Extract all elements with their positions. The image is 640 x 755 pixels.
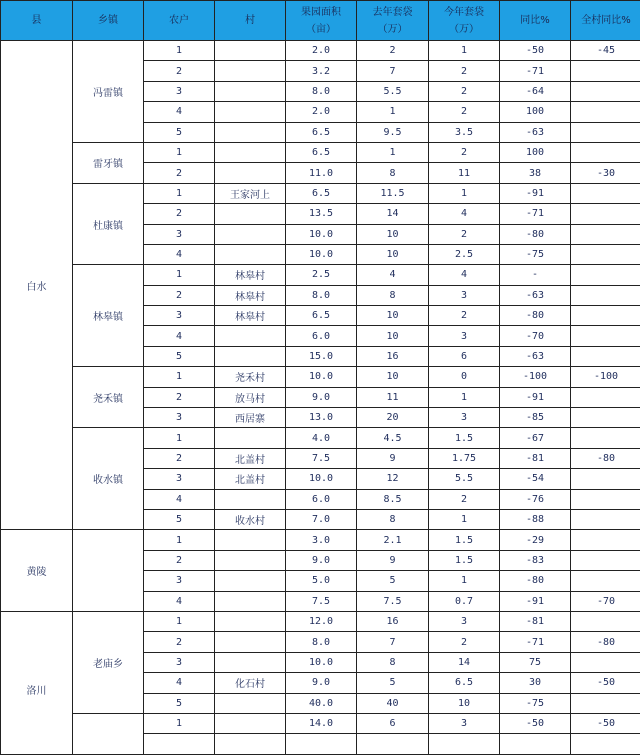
table-body xyxy=(1,41,640,755)
cell-village-yoy-percent: -50 xyxy=(571,673,640,693)
table-row xyxy=(1,530,640,550)
cell-farmer: 3 xyxy=(144,81,215,101)
cell-this-year-bags: 14 xyxy=(429,652,500,672)
cell-farmer: 1 xyxy=(144,530,215,550)
cell-last-year-bags: 8 xyxy=(357,285,429,305)
cell-farmer: 4 xyxy=(144,326,215,346)
cell-village-yoy-percent: -80 xyxy=(571,632,640,652)
cell-farmer: 5 xyxy=(144,346,215,366)
cell-this-year-bags: 3.5 xyxy=(429,122,500,142)
cell-village: 化石村 xyxy=(215,673,286,693)
cell-village: 北盖村 xyxy=(215,448,286,468)
cell-last-year-bags: 11 xyxy=(357,387,429,407)
town-cell: 雷牙镇 xyxy=(73,142,144,183)
cell-yoy-percent: -76 xyxy=(500,489,571,509)
cell-last-year-bags: 4.5 xyxy=(357,428,429,448)
cell-farmer: 2 xyxy=(144,550,215,570)
cell-village-yoy-percent xyxy=(571,652,640,672)
cell-orchard-area: 3.0 xyxy=(286,530,357,550)
cell-village xyxy=(215,652,286,672)
cell-orchard-area: 10.0 xyxy=(286,652,357,672)
cell-farmer: 4 xyxy=(144,102,215,122)
cell-village: 尧禾村 xyxy=(215,367,286,387)
cell-village: 西居寨 xyxy=(215,408,286,428)
cell-village-yoy-percent: -30 xyxy=(571,163,640,183)
cell-last-year-bags xyxy=(357,734,429,754)
cell-village xyxy=(215,693,286,713)
cell-village-yoy-percent: -50 xyxy=(571,713,640,733)
cell-this-year-bags: 2.5 xyxy=(429,244,500,264)
town-cell: 老庙乡 xyxy=(73,611,144,713)
cell-farmer: 2 xyxy=(144,448,215,468)
cell-farmer: 3 xyxy=(144,652,215,672)
cell-last-year-bags: 2 xyxy=(357,41,429,61)
cell-this-year-bags: 2 xyxy=(429,306,500,326)
cell-orchard-area: 15.0 xyxy=(286,346,357,366)
cell-village-yoy-percent: -80 xyxy=(571,448,640,468)
cell-farmer: 2 xyxy=(144,632,215,652)
cell-village-yoy-percent xyxy=(571,387,640,407)
cell-last-year-bags: 10 xyxy=(357,306,429,326)
county-cell: 洛川 xyxy=(1,611,73,754)
header-orchard-area: 果园面积 （亩） xyxy=(286,1,357,41)
cell-orchard-area: 2.0 xyxy=(286,102,357,122)
cell-this-year-bags: 3 xyxy=(429,611,500,631)
cell-village-yoy-percent xyxy=(571,61,640,81)
cell-village-yoy-percent xyxy=(571,326,640,346)
cell-yoy-percent: -91 xyxy=(500,183,571,203)
cell-orchard-area: 10.0 xyxy=(286,224,357,244)
cell-orchard-area: 6.5 xyxy=(286,122,357,142)
cell-last-year-bags: 1 xyxy=(357,102,429,122)
cell-orchard-area: 6.0 xyxy=(286,489,357,509)
cell-this-year-bags: 1 xyxy=(429,571,500,591)
cell-yoy-percent xyxy=(500,734,571,754)
table-row xyxy=(1,367,640,387)
cell-yoy-percent: -50 xyxy=(500,713,571,733)
cell-yoy-percent: -64 xyxy=(500,81,571,101)
cell-village xyxy=(215,41,286,61)
cell-last-year-bags: 10 xyxy=(357,224,429,244)
cell-farmer: 3 xyxy=(144,571,215,591)
cell-orchard-area: 7.0 xyxy=(286,509,357,529)
cell-last-year-bags: 5 xyxy=(357,673,429,693)
cell-village-yoy-percent: -70 xyxy=(571,591,640,611)
cell-this-year-bags: 3 xyxy=(429,713,500,733)
cell-village-yoy-percent xyxy=(571,81,640,101)
cell-this-year-bags: 1.5 xyxy=(429,530,500,550)
cell-yoy-percent: -70 xyxy=(500,326,571,346)
cell-yoy-percent: -54 xyxy=(500,469,571,489)
cell-farmer: 3 xyxy=(144,224,215,244)
cell-this-year-bags: 3 xyxy=(429,326,500,346)
cell-village xyxy=(215,346,286,366)
cell-last-year-bags: 12 xyxy=(357,469,429,489)
header-row xyxy=(1,1,640,41)
cell-this-year-bags: 4 xyxy=(429,265,500,285)
cell-yoy-percent: 100 xyxy=(500,102,571,122)
cell-farmer: 4 xyxy=(144,673,215,693)
cell-farmer: 1 xyxy=(144,367,215,387)
cell-village xyxy=(215,81,286,101)
cell-last-year-bags: 8 xyxy=(357,509,429,529)
cell-village-yoy-percent xyxy=(571,428,640,448)
cell-village xyxy=(215,489,286,509)
cell-farmer xyxy=(144,734,215,754)
cell-yoy-percent: -50 xyxy=(500,41,571,61)
table-row xyxy=(1,611,640,631)
cell-yoy-percent: -71 xyxy=(500,632,571,652)
cell-last-year-bags: 8 xyxy=(357,163,429,183)
cell-farmer: 4 xyxy=(144,489,215,509)
cell-village: 王家河上 xyxy=(215,183,286,203)
cell-farmer: 1 xyxy=(144,183,215,203)
cell-village-yoy-percent xyxy=(571,408,640,428)
cell-last-year-bags: 11.5 xyxy=(357,183,429,203)
cell-village xyxy=(215,244,286,264)
cell-this-year-bags: 2 xyxy=(429,81,500,101)
cell-village-yoy-percent xyxy=(571,142,640,162)
cell-yoy-percent: -80 xyxy=(500,224,571,244)
table-row xyxy=(1,41,640,61)
cell-village xyxy=(215,102,286,122)
cell-yoy-percent: 75 xyxy=(500,652,571,672)
cell-last-year-bags: 16 xyxy=(357,346,429,366)
cell-orchard-area: 8.0 xyxy=(286,81,357,101)
cell-village: 收水村 xyxy=(215,509,286,529)
town-cell: 收水镇 xyxy=(73,428,144,530)
cell-village-yoy-percent xyxy=(571,693,640,713)
cell-orchard-area: 14.0 xyxy=(286,713,357,733)
cell-yoy-percent: -29 xyxy=(500,530,571,550)
cell-yoy-percent: -100 xyxy=(500,367,571,387)
cell-this-year-bags: 6 xyxy=(429,346,500,366)
cell-yoy-percent: 38 xyxy=(500,163,571,183)
cell-village-yoy-percent xyxy=(571,611,640,631)
cell-orchard-area: 5.0 xyxy=(286,571,357,591)
cell-last-year-bags: 5.5 xyxy=(357,81,429,101)
cell-yoy-percent: -80 xyxy=(500,306,571,326)
cell-last-year-bags: 14 xyxy=(357,204,429,224)
cell-orchard-area: 7.5 xyxy=(286,591,357,611)
cell-last-year-bags: 4 xyxy=(357,265,429,285)
cell-yoy-percent: -67 xyxy=(500,428,571,448)
header-this-year-bags: 今年套袋 （万） xyxy=(429,1,500,41)
cell-this-year-bags: 6.5 xyxy=(429,673,500,693)
cell-farmer: 4 xyxy=(144,591,215,611)
cell-village-yoy-percent xyxy=(571,734,640,754)
cell-orchard-area: 2.5 xyxy=(286,265,357,285)
cell-village-yoy-percent xyxy=(571,244,640,264)
cell-orchard-area: 13.5 xyxy=(286,204,357,224)
cell-village: 放马村 xyxy=(215,387,286,407)
cell-orchard-area: 6.5 xyxy=(286,142,357,162)
cell-orchard-area: 9.0 xyxy=(286,387,357,407)
cell-village xyxy=(215,204,286,224)
cell-village-yoy-percent xyxy=(571,571,640,591)
town-cell xyxy=(73,713,144,754)
cell-village-yoy-percent xyxy=(571,265,640,285)
cell-yoy-percent: -75 xyxy=(500,693,571,713)
table-row xyxy=(1,265,640,285)
header-county: 县 xyxy=(1,1,73,41)
cell-yoy-percent: -71 xyxy=(500,204,571,224)
cell-yoy-percent: -63 xyxy=(500,346,571,366)
cell-farmer: 1 xyxy=(144,713,215,733)
cell-orchard-area: 12.0 xyxy=(286,611,357,631)
cell-this-year-bags: 0.7 xyxy=(429,591,500,611)
cell-farmer: 1 xyxy=(144,41,215,61)
town-cell xyxy=(73,530,144,612)
cell-farmer: 5 xyxy=(144,509,215,529)
cell-village: 北盖村 xyxy=(215,469,286,489)
cell-last-year-bags: 6 xyxy=(357,713,429,733)
cell-last-year-bags: 7.5 xyxy=(357,591,429,611)
cell-orchard-area: 10.0 xyxy=(286,367,357,387)
cell-village-yoy-percent xyxy=(571,204,640,224)
cell-village-yoy-percent xyxy=(571,346,640,366)
cell-last-year-bags: 10 xyxy=(357,367,429,387)
cell-orchard-area: 13.0 xyxy=(286,408,357,428)
cell-last-year-bags: 1 xyxy=(357,142,429,162)
cell-last-year-bags: 8 xyxy=(357,652,429,672)
cell-village xyxy=(215,61,286,81)
cell-orchard-area: 6.5 xyxy=(286,183,357,203)
cell-village-yoy-percent xyxy=(571,550,640,570)
cell-farmer: 1 xyxy=(144,611,215,631)
cell-this-year-bags: 1 xyxy=(429,387,500,407)
cell-yoy-percent: -88 xyxy=(500,509,571,529)
cell-village-yoy-percent xyxy=(571,183,640,203)
cell-village xyxy=(215,550,286,570)
header-yoy-percent: 同比% xyxy=(500,1,571,41)
cell-orchard-area: 7.5 xyxy=(286,448,357,468)
cell-orchard-area: 11.0 xyxy=(286,163,357,183)
cell-this-year-bags: 2 xyxy=(429,632,500,652)
cell-yoy-percent: -81 xyxy=(500,448,571,468)
header-town: 乡镇 xyxy=(73,1,144,41)
cell-village xyxy=(215,142,286,162)
cell-village xyxy=(215,713,286,733)
cell-yoy-percent: -83 xyxy=(500,550,571,570)
cell-last-year-bags: 20 xyxy=(357,408,429,428)
cell-yoy-percent: -71 xyxy=(500,61,571,81)
header-farmer: 农户 xyxy=(144,1,215,41)
cell-farmer: 5 xyxy=(144,122,215,142)
cell-village xyxy=(215,326,286,346)
cell-orchard-area: 3.2 xyxy=(286,61,357,81)
cell-last-year-bags: 7 xyxy=(357,61,429,81)
cell-village xyxy=(215,734,286,754)
table-row xyxy=(1,428,640,448)
cell-farmer: 4 xyxy=(144,244,215,264)
cell-last-year-bags: 9.5 xyxy=(357,122,429,142)
cell-village-yoy-percent xyxy=(571,530,640,550)
cell-orchard-area: 6.5 xyxy=(286,306,357,326)
cell-village xyxy=(215,591,286,611)
cell-yoy-percent: 30 xyxy=(500,673,571,693)
cell-this-year-bags: 1.5 xyxy=(429,428,500,448)
cell-last-year-bags: 10 xyxy=(357,244,429,264)
cell-orchard-area: 8.0 xyxy=(286,285,357,305)
county-cell: 黄陵 xyxy=(1,530,73,612)
cell-village: 林皋村 xyxy=(215,306,286,326)
cell-yoy-percent: -75 xyxy=(500,244,571,264)
cell-this-year-bags: 3 xyxy=(429,408,500,428)
cell-this-year-bags: 4 xyxy=(429,204,500,224)
cell-this-year-bags: 2 xyxy=(429,102,500,122)
cell-village-yoy-percent xyxy=(571,489,640,509)
town-cell: 林皋镇 xyxy=(73,265,144,367)
cell-last-year-bags: 10 xyxy=(357,326,429,346)
cell-village-yoy-percent xyxy=(571,285,640,305)
cell-this-year-bags xyxy=(429,734,500,754)
cell-this-year-bags: 2 xyxy=(429,61,500,81)
cell-orchard-area: 8.0 xyxy=(286,632,357,652)
cell-this-year-bags: 2 xyxy=(429,489,500,509)
cell-village-yoy-percent: -45 xyxy=(571,41,640,61)
cell-this-year-bags: 2 xyxy=(429,142,500,162)
county-cell: 白水 xyxy=(1,41,73,530)
cell-orchard-area: 4.0 xyxy=(286,428,357,448)
cell-orchard-area xyxy=(286,734,357,754)
cell-this-year-bags: 0 xyxy=(429,367,500,387)
cell-orchard-area: 10.0 xyxy=(286,469,357,489)
cell-village-yoy-percent xyxy=(571,509,640,529)
cell-last-year-bags: 9 xyxy=(357,550,429,570)
cell-farmer: 1 xyxy=(144,265,215,285)
cell-village: 林皋村 xyxy=(215,285,286,305)
cell-village xyxy=(215,571,286,591)
cell-last-year-bags: 16 xyxy=(357,611,429,631)
cell-farmer: 1 xyxy=(144,428,215,448)
cell-yoy-percent: -85 xyxy=(500,408,571,428)
table-row xyxy=(1,142,640,162)
cell-this-year-bags: 11 xyxy=(429,163,500,183)
cell-farmer: 5 xyxy=(144,693,215,713)
cell-yoy-percent: -91 xyxy=(500,387,571,407)
cell-farmer: 3 xyxy=(144,306,215,326)
cell-this-year-bags: 1.75 xyxy=(429,448,500,468)
cell-last-year-bags: 7 xyxy=(357,632,429,652)
cell-last-year-bags: 9 xyxy=(357,448,429,468)
cell-farmer: 2 xyxy=(144,285,215,305)
town-cell: 冯雷镇 xyxy=(73,41,144,143)
cell-village xyxy=(215,632,286,652)
header-village-yoy-percent: 全村同比% xyxy=(571,1,640,41)
cell-village-yoy-percent xyxy=(571,224,640,244)
cell-orchard-area: 9.0 xyxy=(286,550,357,570)
cell-village-yoy-percent: -100 xyxy=(571,367,640,387)
cell-this-year-bags: 1.5 xyxy=(429,550,500,570)
cell-this-year-bags: 2 xyxy=(429,224,500,244)
header-last-year-bags: 去年套袋 （万） xyxy=(357,1,429,41)
cell-farmer: 1 xyxy=(144,142,215,162)
cell-farmer: 2 xyxy=(144,163,215,183)
cell-last-year-bags: 2.1 xyxy=(357,530,429,550)
cell-yoy-percent: -91 xyxy=(500,591,571,611)
cell-farmer: 3 xyxy=(144,408,215,428)
cell-this-year-bags: 3 xyxy=(429,285,500,305)
table-row xyxy=(1,183,640,203)
cell-this-year-bags: 10 xyxy=(429,693,500,713)
cell-farmer: 2 xyxy=(144,387,215,407)
cell-last-year-bags: 5 xyxy=(357,571,429,591)
cell-village xyxy=(215,163,286,183)
cell-yoy-percent: -63 xyxy=(500,122,571,142)
cell-village xyxy=(215,530,286,550)
cell-village-yoy-percent xyxy=(571,306,640,326)
cell-this-year-bags: 1 xyxy=(429,509,500,529)
cell-village-yoy-percent xyxy=(571,102,640,122)
cell-orchard-area: 2.0 xyxy=(286,41,357,61)
cell-village xyxy=(215,224,286,244)
cell-yoy-percent: -81 xyxy=(500,611,571,631)
cell-yoy-percent: -63 xyxy=(500,285,571,305)
cell-last-year-bags: 8.5 xyxy=(357,489,429,509)
cell-yoy-percent: - xyxy=(500,265,571,285)
cell-village xyxy=(215,428,286,448)
cell-village-yoy-percent xyxy=(571,122,640,142)
cell-village-yoy-percent xyxy=(571,469,640,489)
cell-farmer: 2 xyxy=(144,204,215,224)
cell-village: 林皋村 xyxy=(215,265,286,285)
cell-orchard-area: 10.0 xyxy=(286,244,357,264)
cell-yoy-percent: -80 xyxy=(500,571,571,591)
town-cell: 杜康镇 xyxy=(73,183,144,265)
cell-orchard-area: 6.0 xyxy=(286,326,357,346)
cell-orchard-area: 9.0 xyxy=(286,673,357,693)
cell-this-year-bags: 1 xyxy=(429,41,500,61)
cell-orchard-area: 40.0 xyxy=(286,693,357,713)
table-row xyxy=(1,713,640,733)
header-village: 村 xyxy=(215,1,286,41)
cell-farmer: 2 xyxy=(144,61,215,81)
cell-village xyxy=(215,611,286,631)
cell-village xyxy=(215,122,286,142)
town-cell: 尧禾镇 xyxy=(73,367,144,428)
cell-this-year-bags: 5.5 xyxy=(429,469,500,489)
cell-yoy-percent: 100 xyxy=(500,142,571,162)
cell-farmer: 3 xyxy=(144,469,215,489)
cell-last-year-bags: 40 xyxy=(357,693,429,713)
cell-this-year-bags: 1 xyxy=(429,183,500,203)
